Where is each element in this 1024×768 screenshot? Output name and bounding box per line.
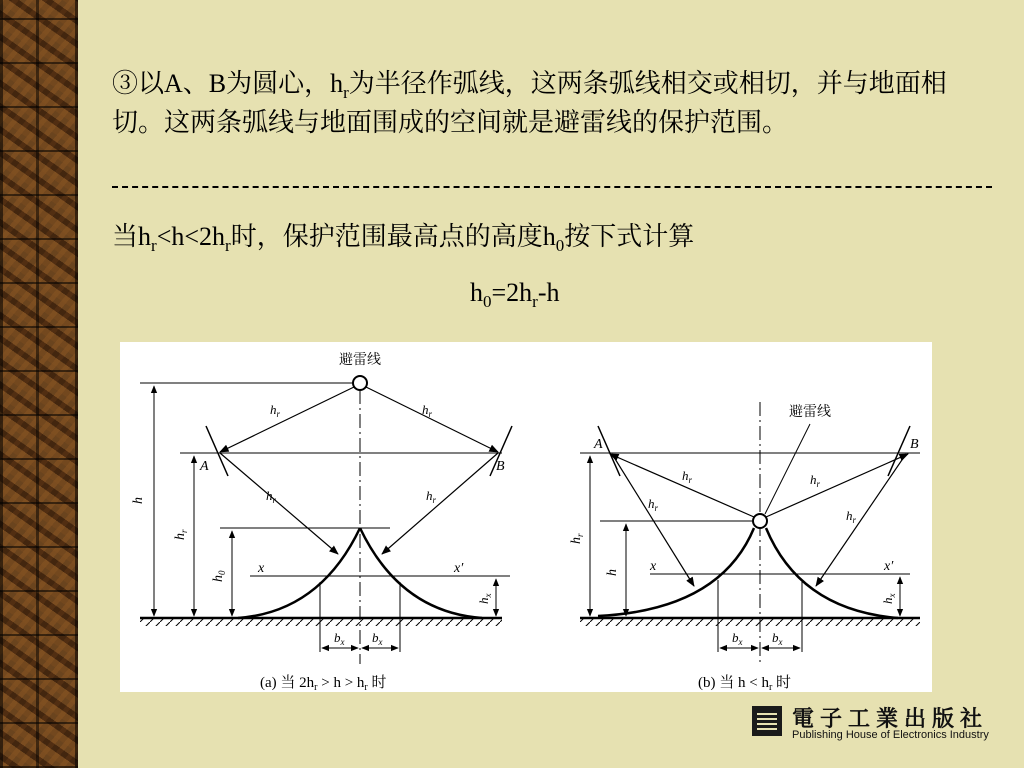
label-h0-a: $h_0$ <box>211 570 227 582</box>
para1-text-b: 为半径作弧线，这两条弧线相交或相切，并与地面相切。这两条弧线与地面围成的空间就是避雷线的保护范围。 <box>112 69 947 137</box>
publisher-name-cn: 電子工業出版社 <box>792 707 989 732</box>
label-hx-a: $h_x$ <box>476 593 493 604</box>
caption-a: (a) 当 $2h_r > h > h_r$ 时 <box>260 675 387 692</box>
protection-range-figure <box>120 342 932 692</box>
label-hr-3-b: $h_r$ <box>648 496 659 513</box>
slide-body-text <box>112 66 992 141</box>
label-b-b: B <box>910 437 919 452</box>
radius-arrow-4-a <box>382 453 498 554</box>
label-hr-dim-a: $h_r$ <box>173 529 189 540</box>
formula-sub1: 0 <box>483 292 492 311</box>
lightning-wire-a <box>353 376 367 390</box>
label-h-b: h <box>605 569 620 576</box>
label-hr-4-a: $h_r$ <box>426 488 437 505</box>
line2-sub1: r <box>151 236 157 255</box>
line2-sub3: 0 <box>555 236 565 255</box>
label-a-b: A <box>594 437 603 452</box>
label-x2-a: x′ <box>454 561 464 576</box>
publisher-name-en: Publishing House of Electronics Industry <box>792 729 989 741</box>
radius-arrow-1-a <box>220 387 354 452</box>
figure-svg <box>120 342 932 692</box>
para1-text-a: ③以A、B为圆心，h <box>112 69 344 98</box>
label-wire-a: 避雷线 <box>339 353 381 368</box>
protection-arc-right-a <box>360 528 482 618</box>
formula-sub2: r <box>532 292 538 311</box>
condition-sentence <box>112 216 694 253</box>
label-a-a: A <box>200 459 209 474</box>
radius-arrow-2-b <box>766 454 908 517</box>
protection-arc-left-b <box>598 528 754 616</box>
mark-a-a <box>206 426 228 476</box>
label-x-b: x <box>650 559 657 574</box>
ground-hatch-a <box>140 618 502 626</box>
label-x2-b: x′ <box>884 559 894 574</box>
label-hr-1-b: $h_r$ <box>682 468 693 485</box>
label-hr-2-b: $h_r$ <box>810 472 821 489</box>
line2-sub2: r <box>225 236 231 255</box>
label-x-a: x <box>258 561 265 576</box>
formula-text-a: h <box>470 278 483 307</box>
lightning-wire-b <box>753 514 767 528</box>
radius-arrow-3-a <box>220 453 338 554</box>
para1-subscript: r <box>343 83 349 102</box>
line2-text-d: 按下式计算 <box>564 222 695 251</box>
label-hr-dim-b: $h_r$ <box>569 533 585 544</box>
protection-arc-left-a <box>238 528 360 618</box>
diagram-a <box>131 351 512 692</box>
label-bx-2-a: $b_x$ <box>372 630 383 647</box>
label-b-a: B <box>496 459 505 474</box>
label-hr-3-a: $h_r$ <box>266 488 277 505</box>
label-bx-2-b: $b_x$ <box>772 630 783 647</box>
dashed-divider <box>112 186 992 190</box>
label-hr-4-b: $h_r$ <box>846 508 857 525</box>
wood-texture-strip <box>0 0 78 768</box>
line2-text-b: <h<2h <box>156 222 226 251</box>
formula-h0 <box>470 278 560 311</box>
label-hr-1-a: $h_r$ <box>270 402 281 419</box>
formula-text-c: -h <box>537 278 560 307</box>
paragraph-protection-range <box>112 66 992 141</box>
line2-text-a: 当h <box>112 222 152 251</box>
mark-b-b <box>888 426 910 476</box>
formula-text-b: =2h <box>491 278 533 307</box>
ground-hatch-b <box>580 618 920 626</box>
publisher-logo-block <box>752 702 992 742</box>
caption-b: (b) 当 $h < h_r$ 时 <box>698 675 792 692</box>
publisher-logo-icon <box>752 706 782 736</box>
radius-arrow-2-a <box>366 387 498 452</box>
diagram-b <box>569 402 920 692</box>
line2-text-c: 时，保护范围最高点的高度h <box>230 222 556 251</box>
label-bx-1-b: $b_x$ <box>732 630 743 647</box>
label-bx-1-a: $b_x$ <box>334 630 345 647</box>
label-hr-2-a: $h_r$ <box>422 402 433 419</box>
label-h-a: h <box>131 497 146 504</box>
label-hx-b: $h_x$ <box>880 593 897 604</box>
protection-arc-right-b <box>766 528 898 618</box>
label-wire-b: 避雷线 <box>789 405 831 420</box>
